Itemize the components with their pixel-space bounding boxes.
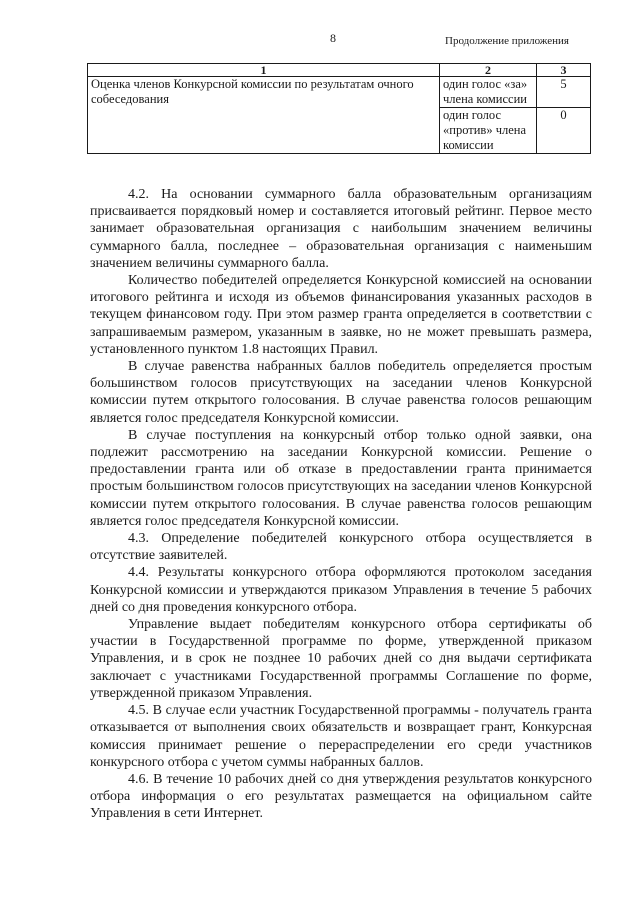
score-cell: 0 [537, 108, 591, 154]
vote-cell: один голос «за» члена комиссии [440, 77, 537, 108]
score-table [87, 63, 591, 154]
paragraph: 4.4. Результаты конкурсного отбора оформляются протоколом заседания Конкурсной комиссии и утверждаются приказом Управления в течение 5 рабочих дней со дня проведения конкурсного отбора. [90, 565, 592, 615]
column-header-3: 3 [537, 64, 591, 77]
paragraph: 4.3. Определение победителей конкурсного отбора осуществляется в отсутствие заявителей. [90, 531, 592, 564]
paragraph: 4.5. В случае если участник Государственной программы - получатель гранта отказывается от выполнения своих обязательств и возвращает грант, Конкурсная комиссия принимает решение о перераспределении его среди участников конкурсного отбора с учетом суммы набранных баллов. [90, 703, 592, 770]
column-header-1: 1 [88, 64, 440, 77]
column-header-2: 2 [440, 64, 537, 77]
paragraph: В случае поступления на конкурсный отбор только одной заявки, она подлежит рассмотрению на заседании Конкурсной комиссии. Решение о предоставлении гранта или об отказе в предоставлении гранта принимается простым большинством голосов присутствующих на заседании членов Конкурсной комиссии путем открытого голосования. В случае равенства голосов решающим является голос председателя Конкурсной комиссии. [90, 427, 592, 529]
vote-cell: один голос «против» члена комиссии [440, 108, 537, 154]
paragraph: Количество победителей определяется Конкурсной комиссией на основании итогового рейтинга и исходя из объемов финансирования указанных расходов в текущем финансовом году. При этом размер гранта определяется в соответствии с запрашиваемым размером, указанным в заявке, но не может превышать размера, установленного пунктом 1.8 настоящих Правил. [90, 273, 592, 357]
table-row [88, 77, 591, 108]
paragraph: В случае равенства набранных баллов победитель определяется простым большинством голосов присутствующих на заседании членов Конкурсной комиссии путем открытого голосования. В случае равенства голосов решающим является голос председателя Конкурсной комиссии. [90, 359, 592, 426]
table-header-row [88, 64, 591, 77]
criterion-cell: Оценка членов Конкурсной комиссии по результатам очного собеседования [88, 77, 440, 154]
paragraph: 4.6. В течение 10 рабочих дней со дня утверждения результатов конкурсного отбора информация о его результатах размещается на официальном сайте Управления в сети Интернет. [90, 771, 592, 822]
document-body [90, 186, 592, 823]
paragraph: Управление выдает победителям конкурсного отбора сертификаты об участии в Государственной программе по форме, утвержденной приказом Управления, и в срок не позднее 10 рабочих дней со дня выдачи сертификата заключает с участниками Государственной программы Соглашение по форме, утвержденной приказом Управления. [90, 617, 592, 701]
page-number: 8 [330, 31, 336, 45]
paragraph: 4.2. На основании суммарного балла образовательным организациям присваивается порядковый номер и составляется итоговый рейтинг. Первое место занимает образовательная организация с наибольшим значением величины суммарного балла, последнее – образовательная организация с наименьшим значением величины суммарного балла. [90, 187, 592, 271]
page-header-note: Продолжение приложения [445, 35, 569, 47]
score-cell: 5 [537, 77, 591, 108]
